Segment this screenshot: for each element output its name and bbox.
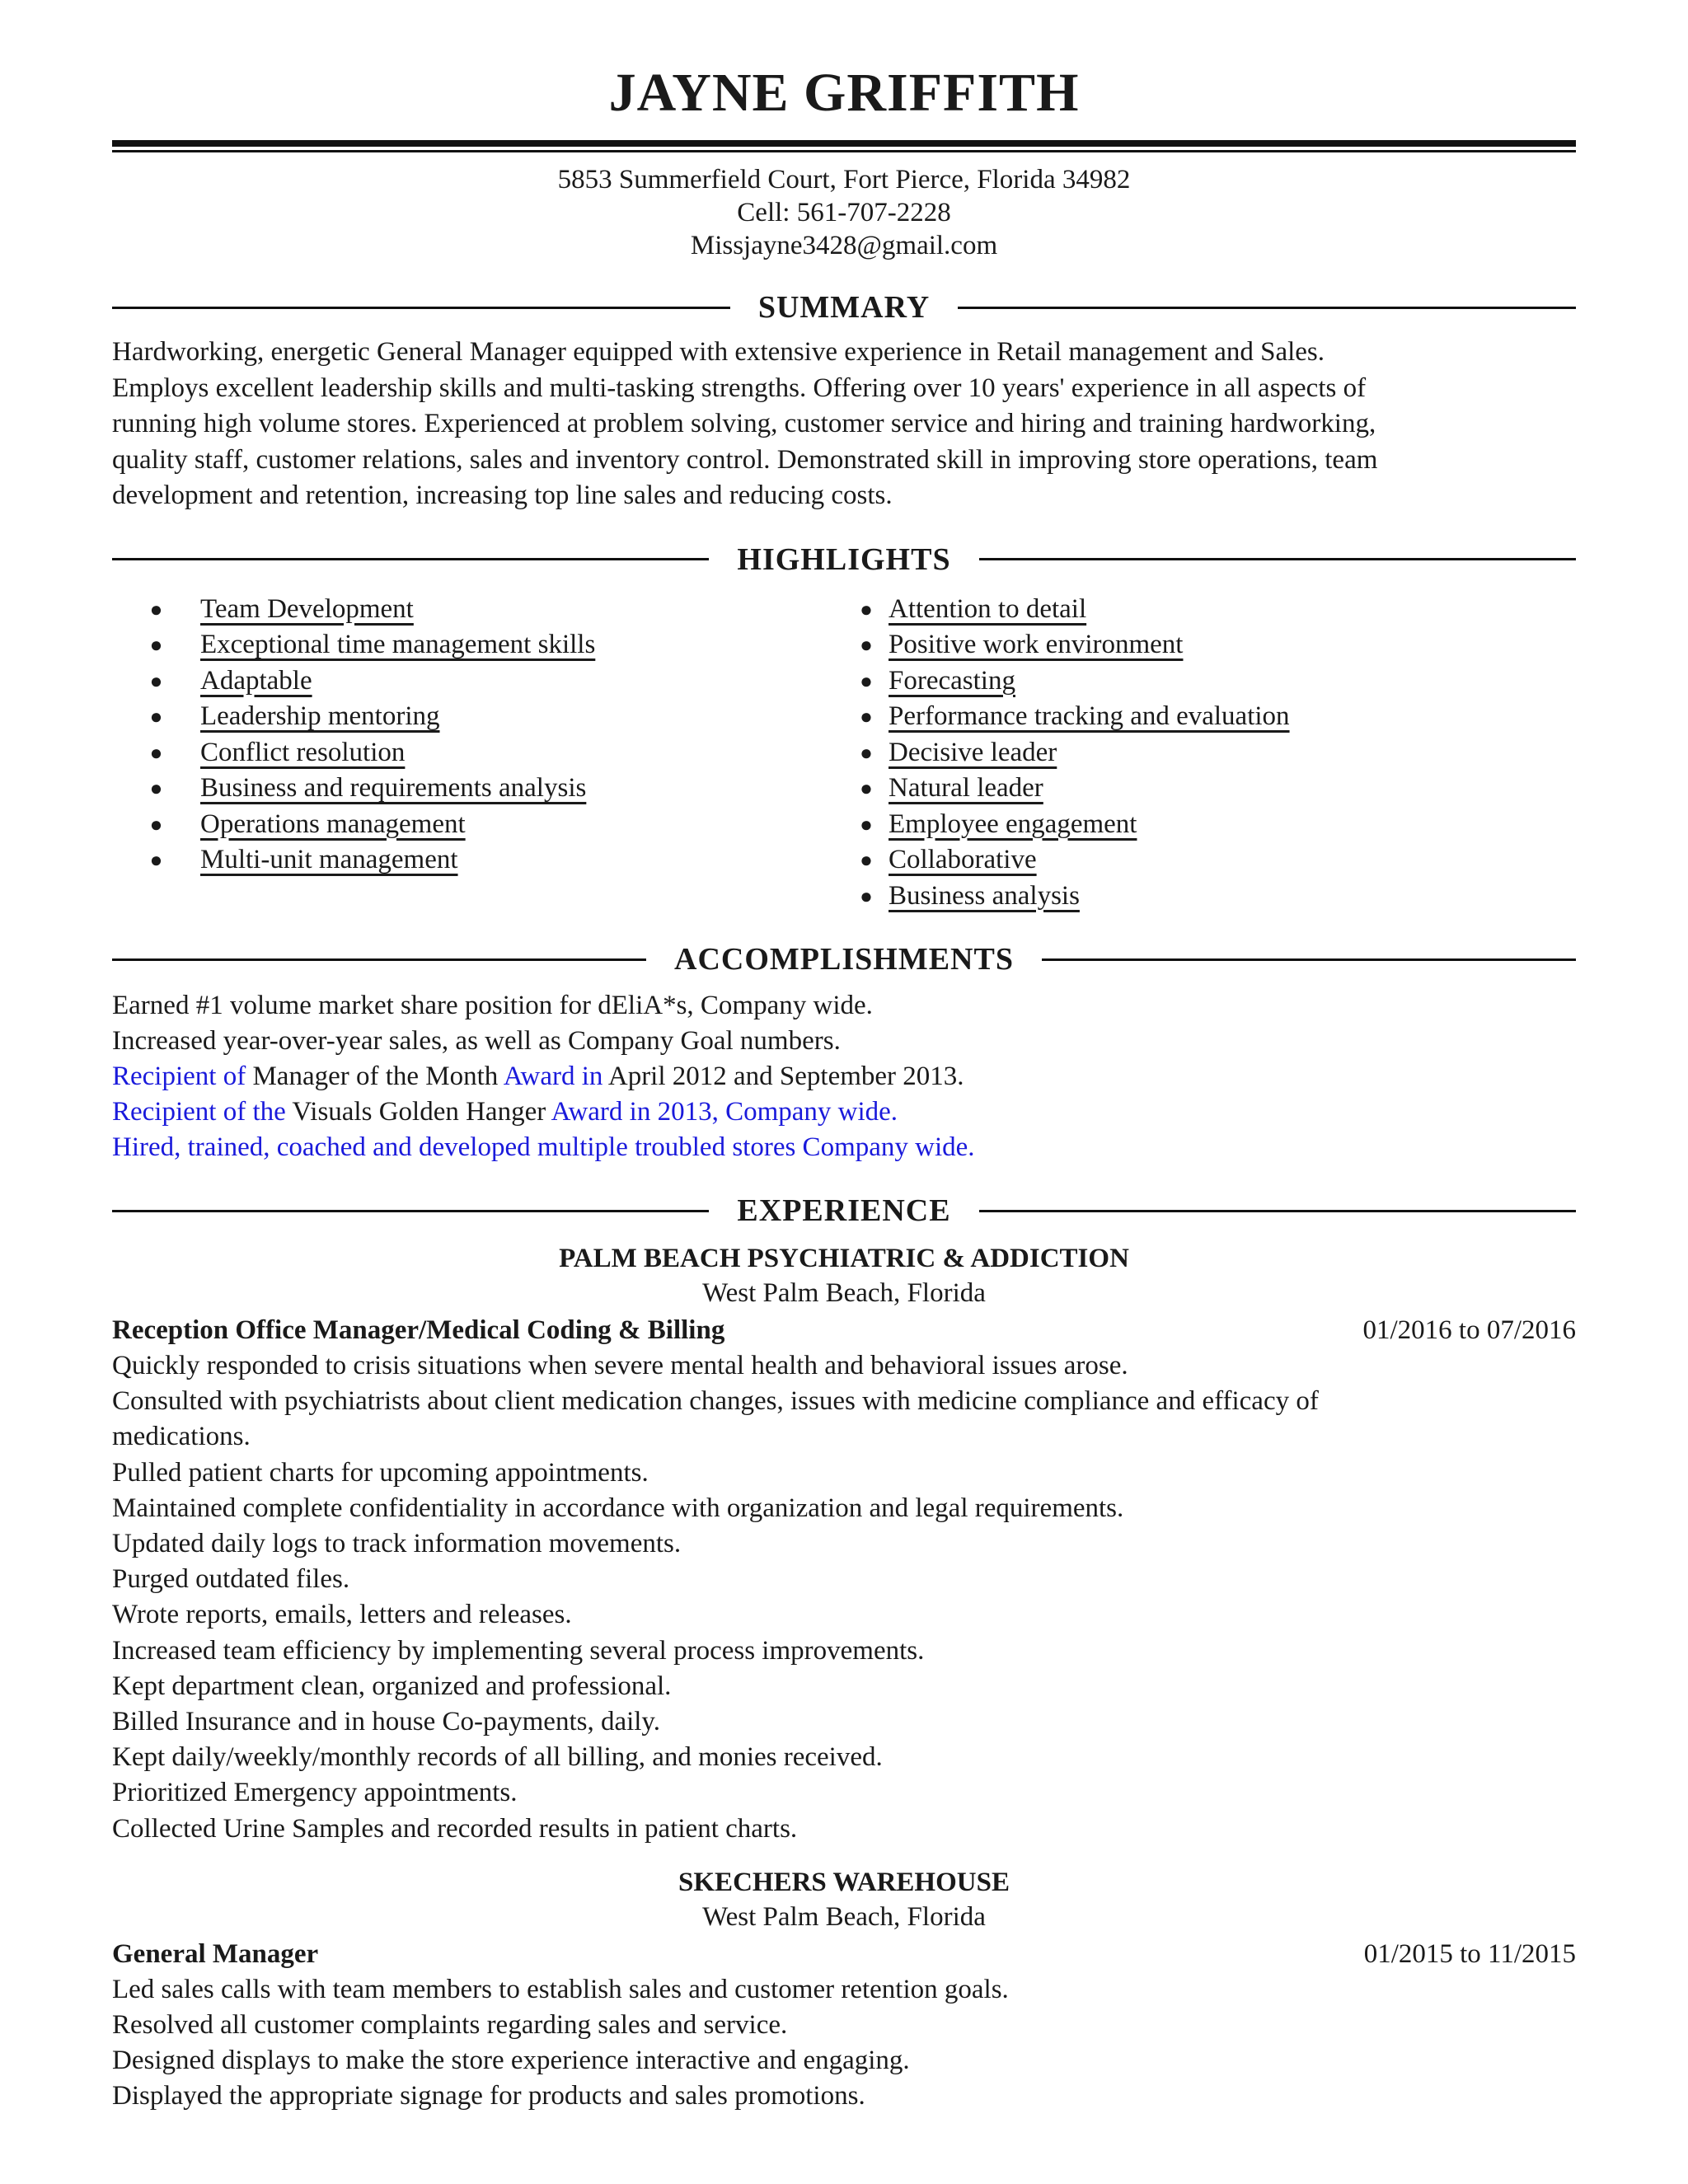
duty-line: Consulted with psychiatrists about client medication changes, issues with medicine compliance and efficacy of bbox=[112, 1386, 1319, 1417]
summary-line: quality staff, customer relations, sales and inventory control. Demonstrated skill in improving store operations, team bbox=[112, 444, 1378, 475]
job-title: Reception Office Manager/Medical Coding & Billing bbox=[112, 1315, 725, 1345]
bullet-icon: ● bbox=[860, 883, 873, 908]
highlight-item bbox=[112, 842, 844, 879]
accomplishment-fragment: Award in bbox=[503, 1062, 608, 1091]
heading-rule-left bbox=[112, 1210, 709, 1212]
highlight-text: Natural leader bbox=[889, 773, 1043, 803]
bullet-icon: ● bbox=[149, 812, 163, 837]
highlight-item bbox=[844, 842, 1576, 879]
highlight-text: Adaptable bbox=[200, 665, 312, 696]
bullet-icon: ● bbox=[149, 597, 163, 621]
bullet-icon: ● bbox=[149, 633, 163, 657]
job-duties bbox=[112, 1972, 1576, 2115]
accomplishment-fragment: Visuals Golden Hanger bbox=[292, 1097, 551, 1127]
bullet-icon: ● bbox=[860, 668, 873, 693]
highlight-item bbox=[844, 592, 1576, 628]
highlights-list bbox=[112, 592, 1576, 915]
contact-address: 5853 Summerfield Court, Fort Pierce, Florida 34982 bbox=[557, 165, 1131, 194]
accomplishment-line: Increased year-over-year sales, as well as Company Goal numbers. bbox=[112, 1026, 841, 1056]
duty-line: Wrote reports, emails, letters and releases. bbox=[112, 1600, 572, 1630]
duty-line: Displayed the appropriate signage for products and sales promotions. bbox=[112, 2081, 865, 2111]
highlight-item bbox=[112, 771, 844, 807]
highlight-item bbox=[844, 699, 1576, 735]
summary-line: running high volume stores. Experienced at problem solving, customer service and hiring and training hardworking, bbox=[112, 409, 1376, 438]
heading-rule-right bbox=[958, 307, 1576, 309]
duty-line: Collected Urine Samples and recorded results in patient charts. bbox=[112, 1813, 798, 1844]
candidate-name: JAYNE GRIFFITH bbox=[608, 63, 1080, 123]
accomplishment-line: Hired, trained, coached and developed multiple troubled stores Company wide. bbox=[112, 1132, 975, 1162]
bullet-icon: ● bbox=[149, 848, 163, 872]
highlight-item bbox=[112, 627, 844, 663]
job-title: General Manager bbox=[112, 1938, 319, 1969]
highlight-text: Exceptional time management skills bbox=[200, 630, 596, 659]
accomplishment-fragment: Recipient of bbox=[112, 1062, 253, 1091]
highlight-text: Forecasting bbox=[889, 665, 1015, 696]
duty-line: Designed displays to make the store experience interactive and engaging. bbox=[112, 2046, 910, 2076]
highlight-item bbox=[112, 592, 844, 628]
summary-title: SUMMARY bbox=[757, 290, 931, 325]
highlight-item bbox=[112, 663, 844, 700]
accomplishment-line bbox=[112, 1059, 1576, 1094]
bullet-icon: ● bbox=[860, 597, 873, 621]
company-name: PALM BEACH PSYCHIATRIC & ADDICTION bbox=[559, 1244, 1129, 1273]
company-location: West Palm Beach, Florida bbox=[702, 1901, 986, 1932]
highlight-item bbox=[112, 735, 844, 771]
duty-line: Prioritized Emergency appointments. bbox=[112, 1778, 518, 1808]
accomplishment-fragment: April 2012 and September 2013. bbox=[607, 1062, 964, 1091]
heading-rule-left bbox=[112, 558, 709, 560]
highlight-item bbox=[844, 807, 1576, 843]
highlight-text: Business analysis bbox=[889, 880, 1080, 911]
highlight-text: Leadership mentoring bbox=[200, 701, 440, 731]
job-entry bbox=[112, 1241, 1576, 1847]
job-dates: 01/2016 to 07/2016 bbox=[1362, 1315, 1576, 1345]
highlight-item bbox=[112, 699, 844, 735]
company-name: SKECHERS WAREHOUSE bbox=[678, 1867, 1010, 1897]
resume-page bbox=[112, 0, 1576, 2115]
job-duties bbox=[112, 1348, 1576, 1847]
accomplishment-fragment: Recipient of the bbox=[112, 1097, 293, 1127]
duty-line: medications. bbox=[112, 1422, 251, 1452]
highlight-text: Conflict resolution bbox=[200, 737, 406, 767]
highlights-title: HIGHLIGHTS bbox=[737, 541, 951, 577]
bullet-icon: ● bbox=[860, 740, 873, 765]
summary-text bbox=[112, 335, 1576, 514]
highlight-text: Performance tracking and evaluation bbox=[889, 701, 1290, 731]
accomplishment-line bbox=[112, 1094, 1576, 1130]
duty-line: Billed Insurance and in house Co-payments, daily. bbox=[112, 1707, 661, 1737]
accomplishments-heading bbox=[112, 939, 1576, 980]
job-entry bbox=[112, 1865, 1576, 2115]
heading-rule-right bbox=[979, 1210, 1576, 1212]
highlight-item bbox=[844, 663, 1576, 700]
bullet-icon: ● bbox=[860, 848, 873, 872]
bullet-icon: ● bbox=[149, 668, 163, 693]
accomplishment-fragment: Manager of the Month bbox=[252, 1062, 504, 1091]
bullet-icon: ● bbox=[149, 705, 163, 729]
bullet-icon: ● bbox=[860, 812, 873, 837]
highlight-item bbox=[112, 807, 844, 843]
bullet-icon: ● bbox=[860, 776, 873, 800]
highlight-text: Operations management bbox=[200, 808, 466, 839]
bullet-icon: ● bbox=[149, 740, 163, 765]
job-title-row bbox=[112, 1936, 1576, 1972]
heading-rule-right bbox=[979, 558, 1576, 560]
highlight-item bbox=[844, 735, 1576, 771]
job-title-row bbox=[112, 1312, 1576, 1348]
contact-block bbox=[112, 163, 1576, 262]
duty-line: Kept department clean, organized and professional. bbox=[112, 1671, 672, 1701]
duty-line: Maintained complete confidentiality in accordance with organization and legal requirements. bbox=[112, 1493, 1124, 1523]
experience-title: EXPERIENCE bbox=[737, 1193, 951, 1228]
experience-heading bbox=[112, 1190, 1576, 1231]
job-dates: 01/2015 to 11/2015 bbox=[1363, 1938, 1576, 1969]
contact-phone: Cell: 561-707-2228 bbox=[737, 198, 951, 227]
company-location: West Palm Beach, Florida bbox=[702, 1278, 986, 1308]
accomplishment-line: Earned #1 volume market share position for dEliA*s, Company wide. bbox=[112, 991, 873, 1020]
heading-rule-left bbox=[112, 307, 730, 309]
contact-email: Missjayne3428@gmail.com bbox=[690, 231, 998, 260]
summary-line: Employs excellent leadership skills and multi-tasking strengths. Offering over 10 years' experience in all aspects of bbox=[112, 373, 1367, 403]
highlight-text: Positive work environment bbox=[889, 630, 1184, 659]
accomplishment-fragment: Award in 2013, Company wide. bbox=[551, 1097, 898, 1127]
bullet-icon: ● bbox=[860, 705, 873, 729]
highlight-text: Multi-unit management bbox=[200, 845, 458, 874]
highlights-left-column bbox=[112, 592, 844, 915]
highlight-item bbox=[844, 627, 1576, 663]
duty-line: Purged outdated files. bbox=[112, 1564, 350, 1595]
duty-line: Quickly responded to crisis situations when severe mental health and behavioral issues arose. bbox=[112, 1351, 1128, 1380]
name-double-rule bbox=[112, 140, 1576, 155]
highlight-text: Business and requirements analysis bbox=[200, 773, 587, 803]
highlight-item bbox=[844, 771, 1576, 807]
duty-line: Pulled patient charts for upcoming appointments. bbox=[112, 1457, 649, 1488]
summary-line: Hardworking, energetic General Manager equipped with extensive experience in Retail management and Sales. bbox=[112, 337, 1325, 367]
duty-line: Increased team efficiency by implementing several process improvements. bbox=[112, 1635, 925, 1666]
duty-line: Led sales calls with team members to establish sales and customer retention goals. bbox=[112, 1974, 1009, 2004]
duty-line: Updated daily logs to track information movements. bbox=[112, 1529, 682, 1559]
bullet-icon: ● bbox=[860, 633, 873, 657]
bullet-icon: ● bbox=[149, 776, 163, 800]
highlight-text: Attention to detail bbox=[889, 593, 1087, 624]
accomplishments-list bbox=[112, 988, 1576, 1165]
highlight-text: Employee engagement bbox=[889, 808, 1137, 839]
duty-line: Resolved all customer complaints regarding sales and service. bbox=[112, 2010, 788, 2041]
highlight-item bbox=[844, 879, 1576, 915]
duty-line: Kept daily/weekly/monthly records of all billing, and monies received. bbox=[112, 1742, 883, 1773]
highlights-right-column bbox=[844, 592, 1576, 915]
summary-heading bbox=[112, 287, 1576, 328]
summary-line: development and retention, increasing top line sales and reducing costs. bbox=[112, 480, 893, 510]
heading-rule-right bbox=[1042, 958, 1576, 961]
accomplishments-title: ACCOMPLISHMENTS bbox=[674, 942, 1014, 977]
highlight-text: Decisive leader bbox=[889, 737, 1057, 767]
highlights-heading bbox=[112, 539, 1576, 580]
heading-rule-left bbox=[112, 958, 646, 961]
highlight-text: Team Development bbox=[200, 593, 414, 624]
highlight-text: Collaborative bbox=[889, 845, 1037, 874]
